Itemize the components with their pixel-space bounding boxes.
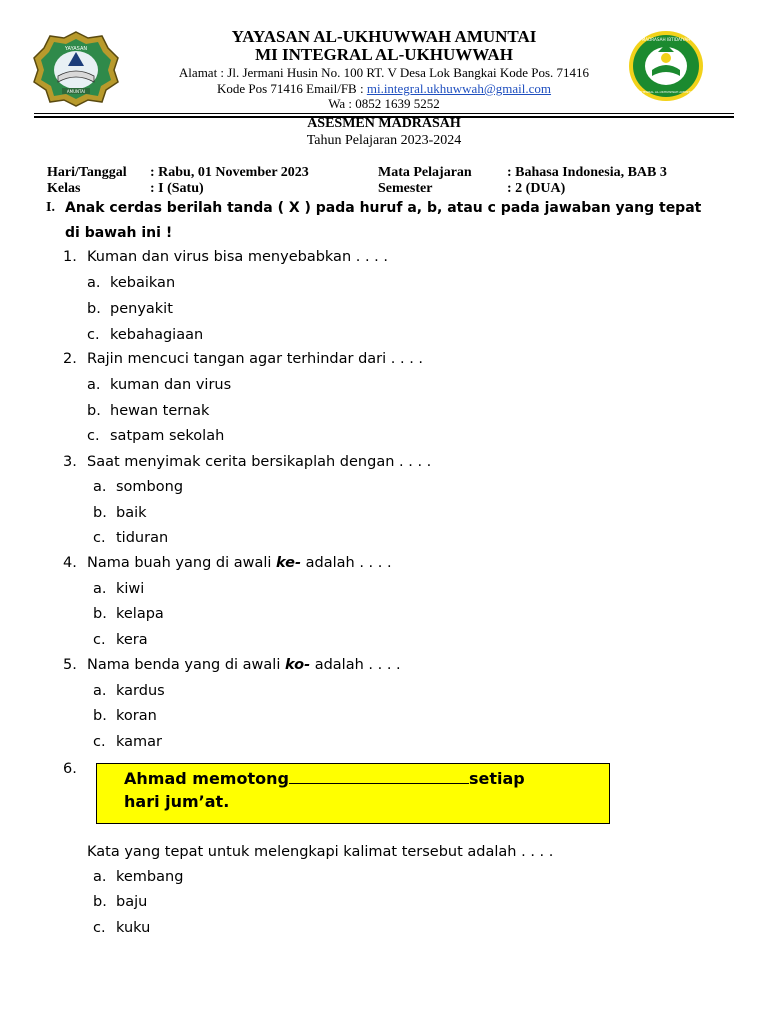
option-text: penyakit <box>110 301 173 317</box>
sentence-line2: hari jum’at. <box>124 792 230 811</box>
option-letter: a. <box>87 275 101 291</box>
postal-email-line <box>0 81 768 97</box>
question-text-before: Nama buah yang di awali <box>87 555 277 571</box>
left-logo-subtext: AMUNTAI <box>66 89 86 94</box>
option-text: kelapa <box>116 606 164 622</box>
option-letter: a. <box>93 581 107 597</box>
option-text: kera <box>116 632 148 648</box>
question-6-text: Kata yang tepat untuk melengkapi kalimat tersebut adalah . . . . <box>87 844 554 860</box>
question-number: 6. <box>63 761 77 777</box>
option-text: tiduran <box>116 530 169 546</box>
question-number: 2. <box>63 351 77 367</box>
option-text: kiwi <box>116 581 145 597</box>
option-text: sombong <box>116 479 184 495</box>
sentence-box <box>96 763 610 824</box>
option-letter: a. <box>93 683 107 699</box>
exam-year: Tahun Pelajaran 2023-2024 <box>306 133 462 148</box>
option-letter: c. <box>93 632 106 648</box>
option-text: baju <box>116 894 148 910</box>
question-text-after: adalah . . . . <box>310 657 401 673</box>
question-text-after: adalah . . . . <box>301 555 392 571</box>
school-address: Alamat : Jl. Jermani Husin No. 100 RT. V Desa Lok Bangkai Kode Pos. 71416 <box>178 65 590 80</box>
option-letter: b. <box>93 708 107 724</box>
option-text: kuman dan virus <box>110 377 232 393</box>
day-value: : Rabu, 01 November 2023 <box>150 165 309 180</box>
foundation-name: YAYASAN AL-UKHUWWAH AMUNTAI <box>231 27 537 46</box>
semester-value: : 2 (DUA) <box>507 181 566 196</box>
question-emphasis: ko- <box>284 657 311 673</box>
subject-value: : Bahasa Indonesia, BAB 3 <box>507 165 667 180</box>
option-letter: c. <box>87 327 100 343</box>
question-number: 3. <box>63 454 77 470</box>
option-text: kardus <box>116 683 165 699</box>
option-text: hewan ternak <box>110 403 210 419</box>
question-text: Saat menyimak cerita bersikaplah dengan . . . . <box>87 454 432 470</box>
exam-title: ASESMEN MADRASAH <box>307 116 461 131</box>
option-letter: b. <box>87 301 101 317</box>
header-divider-thin <box>34 113 734 114</box>
option-letter: b. <box>93 894 107 910</box>
question-emphasis: ke- <box>276 555 302 571</box>
class-value: : I (Satu) <box>150 181 204 196</box>
option-text: kebaikan <box>110 275 176 291</box>
option-text: kuku <box>116 920 151 936</box>
postal-email-prefix: Kode Pos 71416 Email/FB : <box>216 81 367 96</box>
subject-label: Mata Pelajaran <box>378 165 472 180</box>
question-text <box>87 555 392 571</box>
right-logo-subtext: INTEGRAL AL-UKHUWWAH AMUNTAI <box>639 90 693 94</box>
phone-number: Wa : 0852 1639 5252 <box>328 96 440 111</box>
option-letter: c. <box>87 428 100 444</box>
left-logo-text: YAYASAN <box>64 46 88 52</box>
question-number: 5. <box>63 657 77 673</box>
option-letter: a. <box>93 479 107 495</box>
section-instruction: Anak cerdas berilah tanda ( X ) pada huruf a, b, atau c pada jawaban yang tepat di bawah ini ! <box>65 200 702 241</box>
option-letter: b. <box>93 606 107 622</box>
option-text: kembang <box>116 869 184 885</box>
option-letter: a. <box>87 377 101 393</box>
option-letter: a. <box>93 869 107 885</box>
option-letter: c. <box>93 920 106 936</box>
option-text: koran <box>116 708 157 724</box>
school-name: MI INTEGRAL AL-UKHUWWAH <box>255 45 513 64</box>
sentence-box-text <box>124 767 525 813</box>
sentence-line1-after: setiap <box>468 769 525 788</box>
right-logo-text: MADRASAH IBTIDAIYAH <box>641 37 691 42</box>
fill-in-blank <box>289 767 469 784</box>
semester-label: Semester <box>378 181 433 196</box>
option-text: baik <box>116 505 147 521</box>
option-letter: c. <box>93 734 106 750</box>
class-label: Kelas <box>47 181 81 196</box>
question-text: Rajin mencuci tangan agar terhindar dari . . . . <box>87 351 424 367</box>
letterhead <box>0 0 768 118</box>
question-text: Kuman dan virus bisa menyebabkan . . . . <box>87 249 389 265</box>
email-link[interactable]: mi.integral.ukhuwwah@gmail.com <box>366 81 552 96</box>
option-letter: c. <box>93 530 106 546</box>
question-text-before: Nama benda yang di awali <box>87 657 285 673</box>
question-number: 4. <box>63 555 77 571</box>
question-text <box>87 657 401 673</box>
sentence-line1-before: Ahmad memotong <box>124 769 289 788</box>
option-text: kamar <box>116 734 162 750</box>
question-number: 1. <box>63 249 77 265</box>
option-letter: b. <box>93 505 107 521</box>
option-text: kebahagiaan <box>110 327 204 343</box>
section-number: I. <box>46 200 55 215</box>
option-text: satpam sekolah <box>110 428 225 444</box>
option-letter: b. <box>87 403 101 419</box>
day-label: Hari/Tanggal <box>47 165 127 180</box>
